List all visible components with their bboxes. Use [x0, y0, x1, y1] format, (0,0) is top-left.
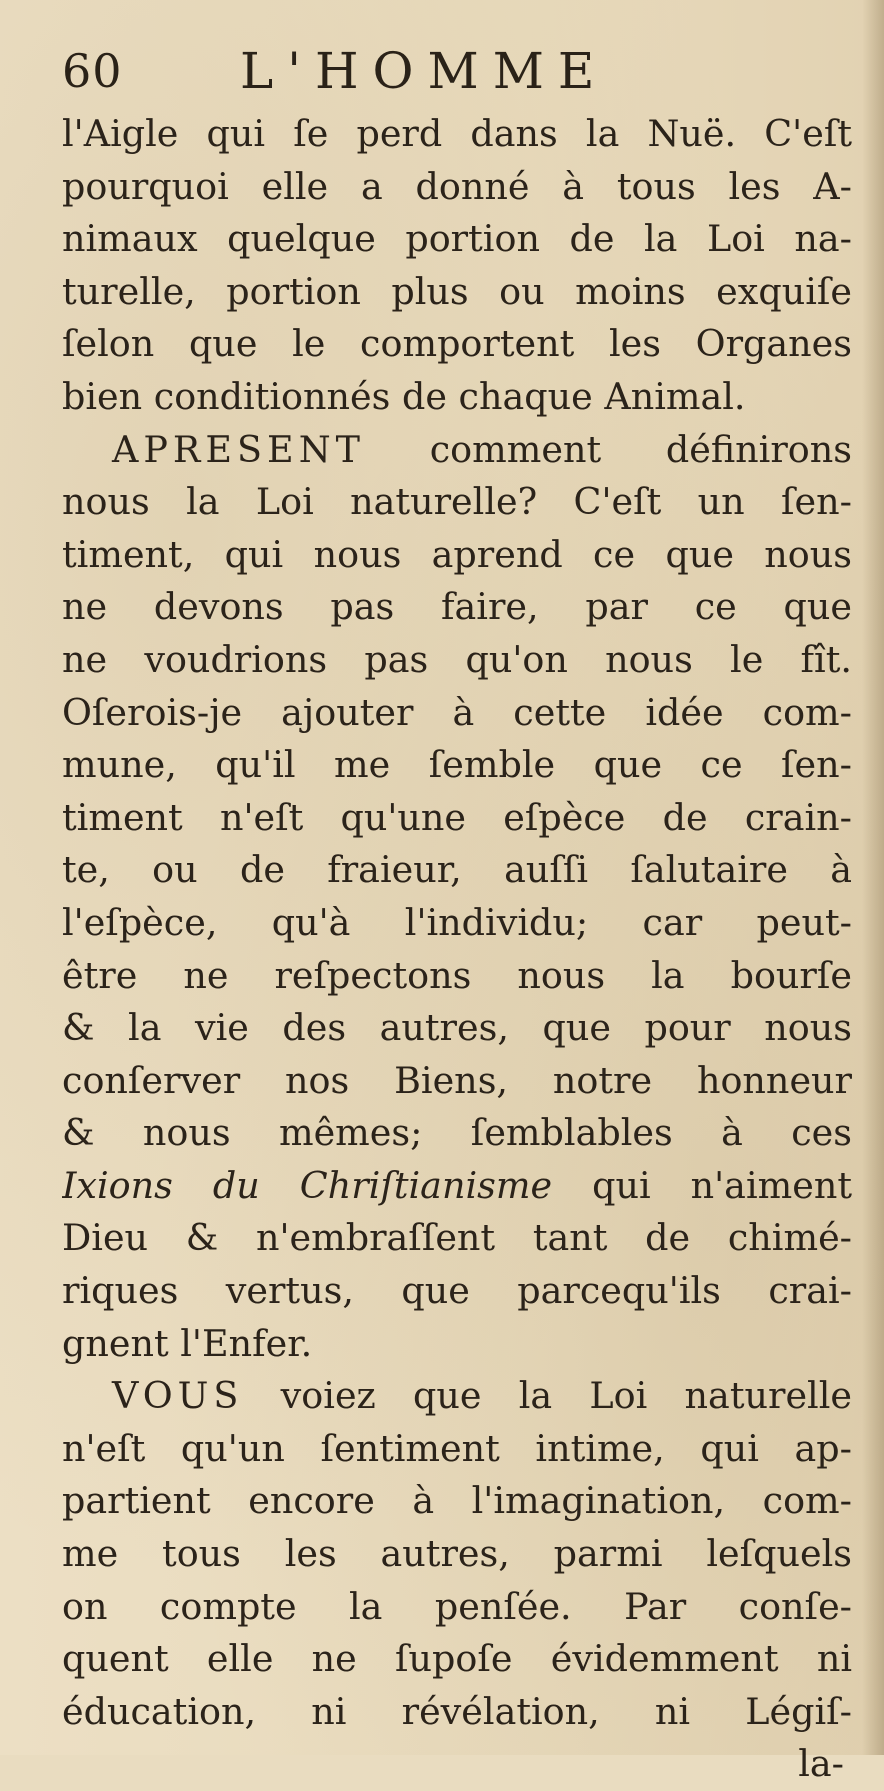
- text-line: [62, 1160, 852, 1213]
- paragraph-lead-word: APRESENT: [112, 427, 365, 471]
- text-line: n'eſt qu'un ſentiment intime, qui ap-: [62, 1426, 852, 1470]
- text-fragment: qui n'aiment: [592, 1163, 852, 1207]
- text-fragment: comment définirons: [429, 427, 852, 471]
- text-line: & nous mêmes; ſemblables à ces: [62, 1111, 852, 1155]
- text-line: être ne reſpectons nous la bourſe: [62, 953, 852, 997]
- text-line: Oſerois-je ajouter à cette idée com-: [62, 690, 852, 734]
- text-line: ſelon que le comportent les Organes: [62, 322, 852, 366]
- text-line: Dieu & n'embraſſent tant de chimé-: [62, 1216, 852, 1260]
- text-fragment: voiez que la Loi naturelle: [280, 1374, 852, 1418]
- italic-phrase: Ixions du Chriſtianisme: [62, 1163, 553, 1207]
- page-header: [62, 38, 842, 100]
- text-line: nimaux quelque portion de la Loi na-: [62, 217, 852, 261]
- text-line: te, ou de fraieur, auſſi ſalutaire à: [62, 848, 852, 892]
- text-line: mune, qu'il me ſemble que ce ſen-: [62, 743, 852, 787]
- text-line: bien conditionnés de chaque Animal.: [62, 374, 746, 418]
- text-line: on compte la penſée. Par conſe-: [62, 1584, 852, 1628]
- text-line: gnent l'Enfer.: [62, 1321, 313, 1365]
- body-text: [62, 108, 852, 1791]
- text-line: turelle, portion plus ou moins exquiſe: [62, 269, 852, 313]
- text-line: ne voudrions pas qu'on nous le fît.: [62, 637, 852, 681]
- text-line: & la vie des autres, que pour nous: [62, 1006, 852, 1050]
- text-line: quent elle ne ſupoſe évidemment ni: [62, 1637, 852, 1681]
- running-title: L'HOMME: [240, 42, 609, 100]
- text-line: riques vertus, que parcequ'ils crai-: [62, 1269, 852, 1313]
- text-line: timent n'eſt qu'une eſpèce de crain-: [62, 795, 852, 839]
- page-number: 60: [62, 44, 123, 98]
- page-edge-shadow: [862, 0, 884, 1755]
- text-line: pourquoi elle a donné à tous les A-: [62, 164, 852, 208]
- paragraph-start-line: [62, 1370, 852, 1423]
- paragraph-start-line: [62, 424, 852, 477]
- text-line: conſerver nos Biens, notre honneur: [62, 1058, 852, 1102]
- text-line: ne devons pas faire, par ce que: [62, 585, 852, 629]
- text-line: l'eſpèce, qu'à l'individu; car peut-: [62, 900, 852, 944]
- text-line: me tous les autres, parmi leſquels: [62, 1532, 852, 1576]
- text-line: timent, qui nous aprend ce que nous: [62, 532, 852, 576]
- paragraph-lead-word: VOUS: [112, 1374, 244, 1418]
- text-line: l'Aigle qui ſe perd dans la Nuë. C'eſt: [62, 112, 852, 155]
- catchword: la-: [798, 1742, 844, 1786]
- text-line: éducation, ni révélation, ni Légiſ-: [62, 1689, 852, 1733]
- text-line: partient encore à l'imagination, com-: [62, 1479, 852, 1523]
- text-line: nous la Loi naturelle? C'eſt un ſen-: [62, 480, 852, 524]
